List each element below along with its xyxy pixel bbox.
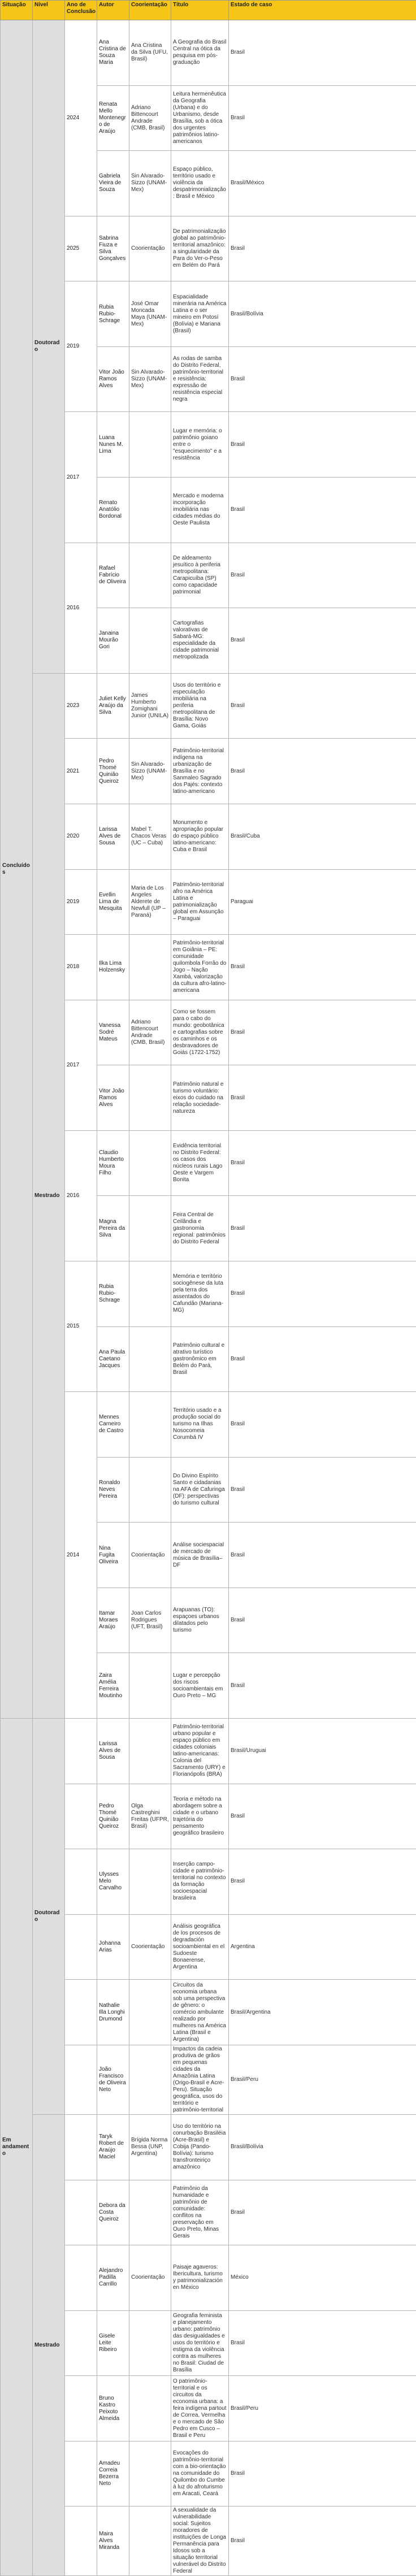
table-row	[1, 1719, 416, 1784]
autor-cell: Larissa Alves de Sousa	[97, 804, 129, 869]
ano-cell	[65, 1980, 97, 2045]
estado-cell: Brasil/México	[229, 151, 416, 216]
autor-cell: Amadeu Correia Bezerra Neto	[97, 2441, 129, 2506]
autor-cell: Magna Pereira da Silva	[97, 1196, 129, 1261]
header-titulo: Título	[171, 1, 229, 20]
titulo-cell: De patrimonialização global ao patrimônio-territorial amazônico: a singularidade da Para do Ver-o-Peso em Belém do Pará	[171, 216, 229, 281]
estado-cell: Brasil	[229, 1392, 416, 1458]
coorientacao-cell: Ana Cristina da Silva (UFU, Brasil)	[129, 20, 171, 86]
ano-cell: 2024	[65, 20, 97, 216]
coorientacao-cell	[129, 1392, 171, 1458]
titulo-cell: Mercado e moderna incorporação imobiliária nas cidades médias do Oeste Paulista	[171, 478, 229, 543]
coorientacao-cell	[129, 478, 171, 543]
estado-cell: Brasil	[229, 1261, 416, 1326]
autor-cell: João Francisco de Oliveira Neto	[97, 2045, 129, 2114]
autor-cell: Luana Nunes M. Lima	[97, 412, 129, 478]
header-autor: Autor	[97, 1, 129, 20]
estado-cell: Brasil	[229, 1784, 416, 1849]
ano-cell	[65, 2114, 97, 2180]
estado-cell: Brasil/Peru	[229, 2376, 416, 2441]
coorientacao-cell	[129, 1719, 171, 1784]
autor-cell: Pedro Thomé Quinião Queiroz	[97, 739, 129, 804]
estado-cell: Brasil	[229, 412, 416, 478]
coorientacao-cell	[129, 2180, 171, 2245]
autor-cell: Johanna Arias	[97, 1914, 129, 1980]
coorientacao-cell	[129, 1457, 171, 1523]
estado-cell: Brasil	[229, 20, 416, 86]
ano-cell	[65, 1784, 97, 1849]
autor-cell: Pedro Thomé Quinião Queiroz	[97, 1784, 129, 1849]
autor-cell: Nina Fugita Oliveira	[97, 1523, 129, 1588]
autor-cell: Rubia Rubio-Schrage	[97, 1261, 129, 1326]
estado-cell: Brasil	[229, 85, 416, 151]
estado-cell: Brasil	[229, 2180, 416, 2245]
autor-cell: Ana Cristina de Souza Maria	[97, 20, 129, 86]
table-row	[1, 20, 416, 86]
coorientacao-cell: Coorientação	[129, 1523, 171, 1588]
titulo-cell: Patrimônio-territorial afro na América Latina e patrimonialização global em Assunção – Paraguai	[171, 869, 229, 935]
ano-cell	[65, 1719, 97, 1784]
ano-cell: 2016	[65, 1130, 97, 1261]
autor-cell: Bruno Kastro Peixoto Almeida	[97, 2376, 129, 2441]
coorientacao-cell	[129, 1130, 171, 1196]
ano-cell: 2015	[65, 1261, 97, 1391]
estado-cell: Brasil	[229, 2441, 416, 2506]
coorientacao-cell	[129, 1261, 171, 1326]
titulo-cell: Circuitos da economia urbana sob uma perspectiva de gênero: o comércio ambulante realizado por mulheres na América Latina (Brasil e Argentina)	[171, 1980, 229, 2045]
estado-cell: Brasil	[229, 673, 416, 739]
autor-cell: Gabriela Vieira de Souza	[97, 151, 129, 216]
coorientacao-cell: Sin Alvarado-Sizzo (UNAM-Mex)	[129, 151, 171, 216]
ano-cell: 2016	[65, 543, 97, 673]
ano-cell	[65, 2045, 97, 2114]
coorientacao-cell: Brígida Norma Bessa (UNP, Argentina)	[129, 2114, 171, 2180]
ano-cell: 2017	[65, 412, 97, 543]
estado-cell: Brasil	[229, 1326, 416, 1392]
titulo-cell: Teoria e método na abordagem sobre a cidade e o urbano trajetória do pensamento geográfico brasileiro	[171, 1784, 229, 1849]
titulo-cell: De aldeamento jesuítico à periferia metropolitana: Carapicuíba (SP) como capacidade patrimonial	[171, 543, 229, 608]
titulo-cell: Análise sociespacial de mercado de música de Brasília–DF	[171, 1523, 229, 1588]
autor-cell: Itamar Moraes Araújo	[97, 1588, 129, 1653]
ano-cell	[65, 2506, 97, 2576]
coorientacao-cell: Maria de Los Angeles Alderete de Newfull (UP – Paraná)	[129, 869, 171, 935]
titulo-cell: Patrimônio-territorial em Goiânia – PE: comunidade quilombola Forrão do Jogo – Nação Xambá, valorização da cultura afro-latino-americana	[171, 935, 229, 1000]
titulo-cell: Do Divino Espírito Santo e cidadanias na AFA de Cafuringa (DF): perspectivas do turismo cultural	[171, 1457, 229, 1523]
estado-cell: Paraguai	[229, 869, 416, 935]
estado-cell: México	[229, 2245, 416, 2311]
estado-cell: Brasil	[229, 1130, 416, 1196]
autor-cell: Vanessa Sodré Mateus	[97, 1000, 129, 1065]
estado-cell: Brasil/Argentina	[229, 1980, 416, 2045]
coorientacao-cell	[129, 1196, 171, 1261]
coorientacao-cell: James Humberto Zomighani Junior (UNILA)	[129, 673, 171, 739]
titulo-cell: Cartografias valorativas de Sabará-MG: especialidade da cidade patrimonial metropolizada	[171, 608, 229, 674]
autor-cell: Rafael Fabrício de Oliveira	[97, 543, 129, 608]
titulo-cell: Inserção campo-cidade e patrimônio-territorial no contexto da formação socioespacial brasileira	[171, 1849, 229, 1915]
coorientacao-cell	[129, 1065, 171, 1131]
table-row	[1, 2114, 416, 2180]
estado-cell: Brasil	[229, 543, 416, 608]
titulo-cell: Como se fossem para o cabo do mundo: geobotânica e cartografias sobre os caminhos e os desbravadores de Goiás (1722-1752)	[171, 1000, 229, 1065]
nivel-cell: Mestrado	[33, 673, 65, 1718]
estado-cell: Brasil	[229, 1849, 416, 1915]
titulo-cell: Geografia feminista e planejamento urbano: patrimônio das desigualdades e usos do território e estigma da violência contra as mulheres no Brasil: Ciudad de Brasília	[171, 2310, 229, 2376]
estado-cell: Brasil	[229, 346, 416, 412]
coorientacao-cell	[129, 935, 171, 1000]
autor-cell: Maira Alves Miranda	[97, 2506, 129, 2576]
estado-cell: Brasil	[229, 2506, 416, 2576]
coorientacao-cell: Adriano Bittencourt Andrade (CMB, Brasil)	[129, 85, 171, 151]
ano-cell	[65, 1914, 97, 1980]
estado-cell: Brasil	[229, 1523, 416, 1588]
titulo-cell: Leitura hermenêutica da Geografia (Urbana) e do Urbanismo, desde Brasília, sob a ótica dos urgentes patrimônios latino-americanos	[171, 85, 229, 151]
header-nivel: Nível	[33, 1, 65, 20]
estado-cell: Brasil	[229, 608, 416, 674]
autor-cell: Juliet Kelly Araújo da Silva	[97, 673, 129, 739]
estado-cell: Brasil	[229, 216, 416, 281]
coorientacao-cell	[129, 1980, 171, 2045]
ano-cell: 2019	[65, 869, 97, 935]
estado-cell: Brasil	[229, 1196, 416, 1261]
autor-cell: Taryk Robert de Araújo Maciel	[97, 2114, 129, 2180]
estado-cell: Brasil	[229, 1000, 416, 1065]
table-row	[1, 673, 416, 739]
titulo-cell: Evocações do patrimônio-territorial com a bio-orientação na comunidade do Quilombo do Cumbe à luz do afroturismo em Aracati, Ceará	[171, 2441, 229, 2506]
autor-cell: Alejandro Padilla Carrillo	[97, 2245, 129, 2311]
estado-cell: Brasil	[229, 1588, 416, 1653]
autor-cell: Rubia Rubio-Schrage	[97, 281, 129, 347]
autor-cell: Vitor João Ramos Alves	[97, 1065, 129, 1131]
ano-cell	[65, 2376, 97, 2441]
titulo-cell: O patrimônio-territorial e os circuitos da economia urbana: a feira indígena partout de Correa, Vermelha e o mercado de São Pedro em Cusco – Brasil e Peru	[171, 2376, 229, 2441]
ano-cell: 2020	[65, 804, 97, 869]
nivel-cell: Doutorado	[33, 1719, 65, 2115]
estado-cell: Brasil/Uruguai	[229, 1719, 416, 1784]
titulo-cell: Patrimônio da humanidade e patrimônio de comunidade: conflitos na preservação em Ouro Preto, Minas Gerais	[171, 2180, 229, 2245]
titulo-cell: Uso do território na conurbação Brasiléia (Acre-Brasil) e Cobija (Pando-Bolívia): turismo transfronteiriço amazônico	[171, 2114, 229, 2180]
estado-cell: Brasil/Peru	[229, 2045, 416, 2114]
autor-cell: Sabrina Fiuza e Silva Gonçalves	[97, 216, 129, 281]
autor-cell: Larissa Alves de Sousa	[97, 1719, 129, 1784]
ano-cell: 2014	[65, 1392, 97, 1719]
coorientacao-cell	[129, 2376, 171, 2441]
titulo-cell: Arapuanas (TO): espaçoes urbanos dilatados pelo turismo	[171, 1588, 229, 1653]
estado-cell: Brasil	[229, 1457, 416, 1523]
titulo-cell: Patrimônio-territorial urbano popular e espaço público em cidades coloniais latino-americanas: Colonia del Sacramento (URY) e Florianópolis (BRA)	[171, 1719, 229, 1784]
autor-cell: Ronaldo Neves Pereira	[97, 1457, 129, 1523]
autor-cell: Ulysses Melo Carvalho	[97, 1849, 129, 1915]
estado-cell: Brasil	[229, 478, 416, 543]
titulo-cell: Lugar e percepção dos riscos socioambientais em Ouro Preto – MG	[171, 1653, 229, 1719]
estado-cell: Brasil	[229, 739, 416, 804]
autor-cell: Ana Paula Caetano Jacques	[97, 1326, 129, 1392]
autor-cell: Evellin Lima de Mesquita	[97, 869, 129, 935]
estado-cell: Brasil	[229, 2310, 416, 2376]
coorientacao-cell: Sin Alvarado-Sizzo (UNAM-Mex)	[129, 346, 171, 412]
table-body	[1, 20, 416, 2576]
ano-cell: 2019	[65, 281, 97, 412]
titulo-cell: Monumento e apropriação popular do espaço público latino-americano: Cuba e Brasil	[171, 804, 229, 869]
header-ano: Ano de Conclusão	[65, 1, 97, 20]
ano-cell: 2021	[65, 739, 97, 804]
autor-cell: Zaira Amélia Ferreira Moutinho	[97, 1653, 129, 1719]
estado-cell: Brasil/Bolívia	[229, 2114, 416, 2180]
coorientacao-cell	[129, 2310, 171, 2376]
autor-cell: Janaina Mourão Gori	[97, 608, 129, 674]
situacao-cell: Concluídos	[1, 20, 33, 1719]
titulo-cell: Paisaje agaveros: Ibericultura, turismo y patrimonialización en México	[171, 2245, 229, 2311]
titulo-cell: Usos do território e especulação imobiliária na periferia metropolitana de Brasília: Novo Gama, Goiás	[171, 673, 229, 739]
coorientacao-cell: Coorientação	[129, 216, 171, 281]
nivel-cell: Doutorado	[33, 20, 65, 674]
header-situacao: Situação	[1, 1, 33, 20]
coorientacao-cell	[129, 412, 171, 478]
coorientacao-cell	[129, 543, 171, 608]
estado-cell: Brasil	[229, 935, 416, 1000]
titulo-cell: Patrimônio-territorial indígena na urbanização de Brasília e no Sanmaleo Sagrado dos Pajés: contexto latino-americano	[171, 739, 229, 804]
estado-cell: Brasil	[229, 1653, 416, 1719]
ano-cell: 2017	[65, 1000, 97, 1130]
ano-cell: 2018	[65, 935, 97, 1000]
titulo-cell: A sexualidade da vulnerabilidade social: Sujeitos moradores de instituições de Longa Permanência para Idosos sob a situação territorial vulnerável do Distrito Federal	[171, 2506, 229, 2576]
coorientacao-cell	[129, 2441, 171, 2506]
coorientacao-cell: Olga Castreghini Freitas (UFPR, Brasil)	[129, 1784, 171, 1849]
estado-cell: Brasil/Bolívia	[229, 281, 416, 347]
titulo-cell: Patrimônio cultural e atrativo turístico gastronômico em Belém do Pará, Brasil	[171, 1326, 229, 1392]
titulo-cell: A Geografia do Brasil Central na ótica da pesquisa em pós-graduação	[171, 20, 229, 86]
ano-cell	[65, 2180, 97, 2245]
titulo-cell: Lugar e memória: o patrimônio goiano entre o "esquecimento" e a resistência	[171, 412, 229, 478]
estado-cell: Brasil/Cuba	[229, 804, 416, 869]
header-row	[1, 1, 416, 20]
coorientacao-cell: José Omar Moncada Maya (UNAM-Mex)	[129, 281, 171, 347]
coorientacao-cell: Joan Carlos Rodrigues (UFT, Brasil)	[129, 1588, 171, 1653]
coorientacao-cell	[129, 1326, 171, 1392]
ano-cell	[65, 2245, 97, 2311]
titulo-cell: Impactos da cadeia produtiva de grãos em pequenas cidades da Amazônia Latina (Origo-Brasil e Acre-Peru). Situação geográfica, usos do território e patrimônio-territorial	[171, 2045, 229, 2114]
ano-cell	[65, 1849, 97, 1915]
coorientacao-cell: Coorientação	[129, 1914, 171, 1980]
coorientacao-cell: Adriano Bittencourt Andrade (CMB, Brasil)	[129, 1000, 171, 1065]
ano-cell: 2023	[65, 673, 97, 739]
header-coorientacao: Coorientação	[129, 1, 171, 20]
header-estado: Estado de caso	[229, 1, 416, 20]
ano-cell: 2025	[65, 216, 97, 281]
autor-cell: Nathalie Illa Longhi Drumond	[97, 1980, 129, 2045]
autor-cell: Mennes Carneiro de Castro	[97, 1392, 129, 1458]
estado-cell: Brasil	[229, 1065, 416, 1131]
coorientacao-cell	[129, 608, 171, 674]
autor-cell: Debora da Costa Queiroz	[97, 2180, 129, 2245]
coorientacao-cell	[129, 2506, 171, 2576]
nivel-cell: Mestrado	[33, 2114, 65, 2575]
titulo-cell: Memória e território sociogênese da luta pela terra dos assentados do Cafundão (Mariana-MG)	[171, 1261, 229, 1326]
titulo-cell: Espaço público, território usado e violência da despatrimonialização: Brasil e México	[171, 151, 229, 216]
titulo-cell: As rodas de samba do Distrito Federal, patrimônio-territorial e resistência: expressão de resistência especial negra	[171, 346, 229, 412]
estado-cell: Argentina	[229, 1914, 416, 1980]
titulo-cell: Análisis geográfica de los procesos de degradación socioambiental en el Sudoeste Bonaerense, Argentina	[171, 1914, 229, 1980]
coorientacao-cell: Coorientação	[129, 2245, 171, 2311]
coorientacao-cell	[129, 1849, 171, 1915]
ano-cell	[65, 2310, 97, 2376]
autor-cell: Vitor João Ramos Alves	[97, 346, 129, 412]
coorientacao-cell: Sin Alvarado-Sizzo (UNAM-Mex)	[129, 739, 171, 804]
coorientacao-cell	[129, 2045, 171, 2114]
titulo-cell: Patrimônio natural e turismo voluntário: eixos do cuidado na relação sociedade-natureza	[171, 1065, 229, 1131]
titulo-cell: Espacialidade minerária na América Latina e o ser mineiro em Potosí (Bolívia) e Mariana (Brasil)	[171, 281, 229, 347]
situacao-cell: Em andamento	[1, 1719, 33, 2576]
titulo-cell: Evidência territorial no Distrito Federal: os casos dos núcleos rurais Lago Oeste e Vargem Bonita	[171, 1130, 229, 1196]
coorientacao-cell: Mabel T. Chacos Veras (UC – Cuba)	[129, 804, 171, 869]
autor-cell: Claudio Humberto Moura Filho	[97, 1130, 129, 1196]
autor-cell: Renata Mello Montenegro de Araújo	[97, 85, 129, 151]
ano-cell	[65, 2441, 97, 2506]
autor-cell: Gisele Leite Ribeiro	[97, 2310, 129, 2376]
coorientacao-cell	[129, 1653, 171, 1719]
autor-cell: Ilka Lima Holzensky	[97, 935, 129, 1000]
titulo-cell: Território usado e a produção social do turismo na Ilhas Nosocomeia Corumbá IV	[171, 1392, 229, 1458]
titulo-cell: Feira Central de Ceilândia e gastronomia regional: patrimônios do Distrito Federal	[171, 1196, 229, 1261]
autor-cell: Renato Anatólio Bordonal	[97, 478, 129, 543]
